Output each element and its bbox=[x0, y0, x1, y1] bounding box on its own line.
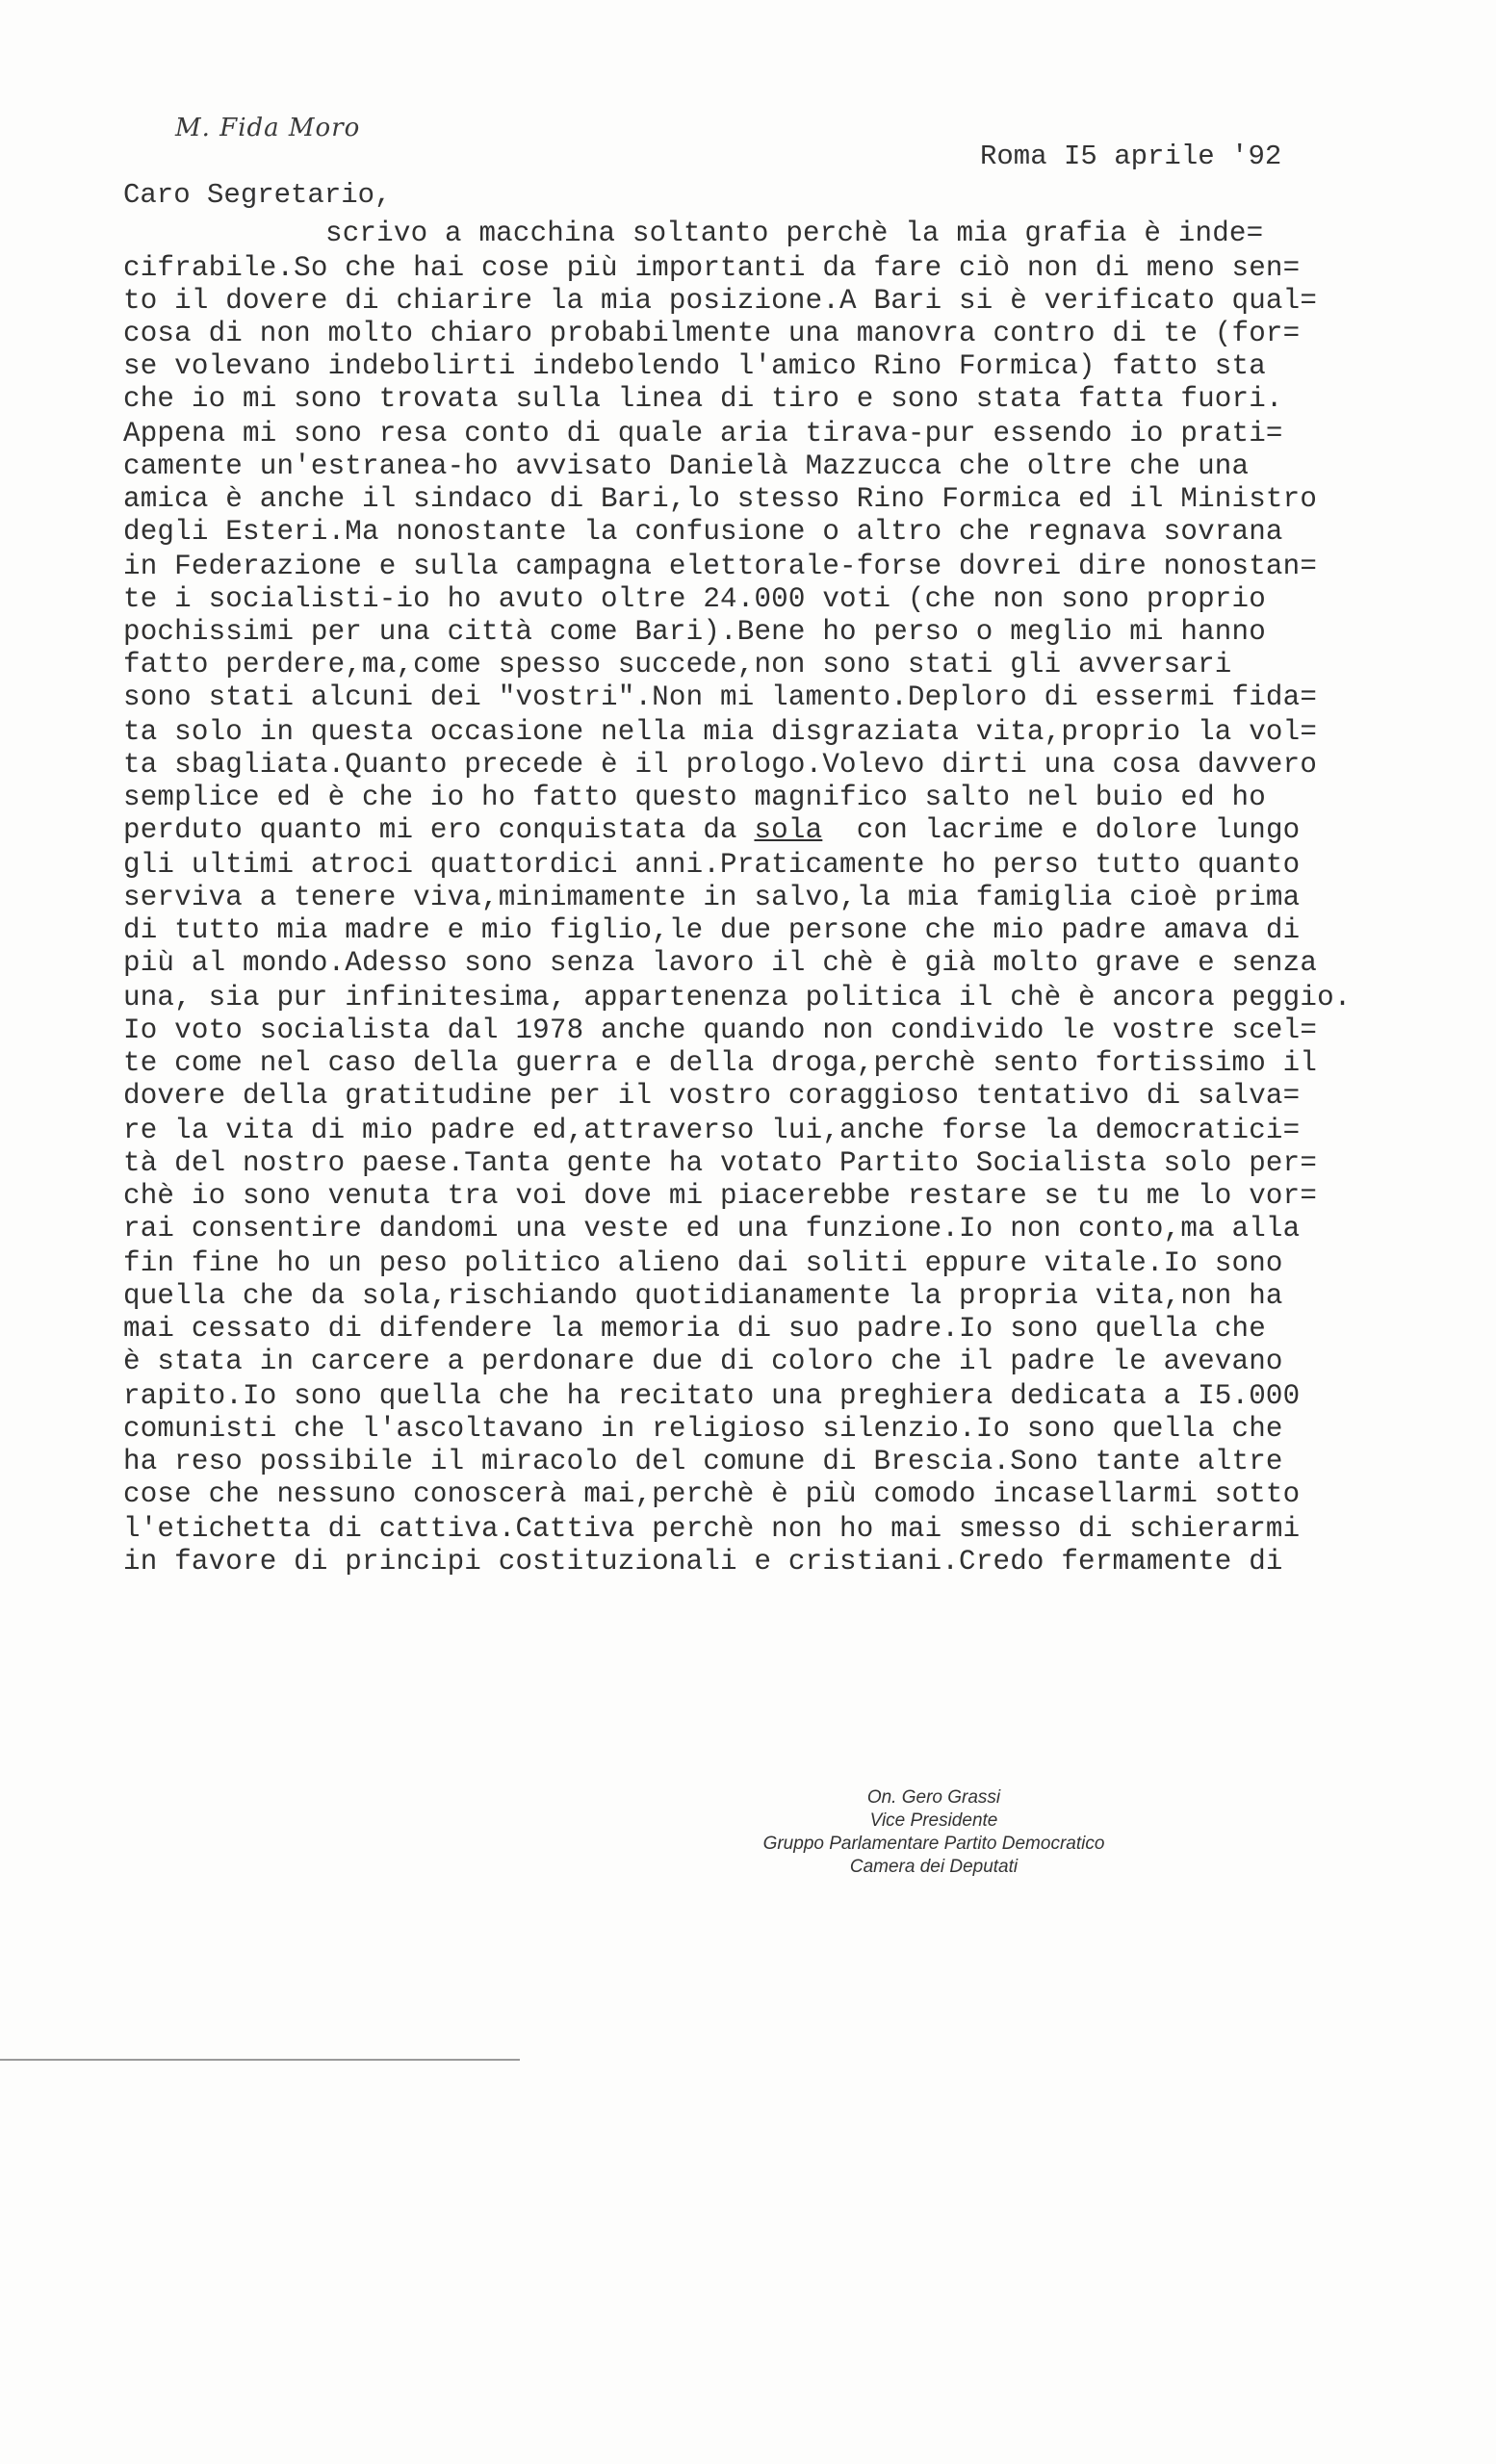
page-divider bbox=[0, 2059, 520, 2061]
body-line: pochissimi per una città come Bari).Bene ho perso o meglio mi hanno bbox=[123, 616, 1266, 648]
signature-block bbox=[693, 1786, 1174, 1879]
body-line: chè io sono venuta tra voi dove mi piacerebbe restare se tu me lo vor= bbox=[123, 1180, 1318, 1212]
signature-chamber: Camera dei Deputati bbox=[849, 1857, 1019, 1877]
body-line: in Federazione e sulla campagna elettorale-forse dovrei dire nonostan= bbox=[123, 551, 1318, 582]
body-line: serviva a tenere viva,minimamente in salvo,la mia famiglia cioè prima bbox=[123, 882, 1301, 913]
body-line: l'etichetta di cattiva.Cattiva perchè non ho mai smesso di schierarmi bbox=[123, 1513, 1301, 1545]
body-line: camente un'estranea-ho avvisato Danielà Mazzucca che oltre che una bbox=[123, 450, 1250, 482]
letter-date: Roma I5 aprile '92 bbox=[980, 141, 1282, 172]
body-line: cose che nessuno conoscerà mai,perchè è più comodo incasellarmi sotto bbox=[123, 1478, 1301, 1510]
body-line: Appena mi sono resa conto di quale aria tirava-pur essendo io prati= bbox=[123, 418, 1283, 449]
body-line: dovere della gratitudine per il vostro coraggioso tentativo di salva= bbox=[123, 1080, 1301, 1112]
body-line: è stata in carcere a perdonare due di coloro che il padre le avevano bbox=[123, 1346, 1283, 1377]
body-line: fin fine ho un peso politico alieno dai soliti eppure vitale.Io sono bbox=[123, 1247, 1283, 1279]
letterhead-sender: M. Fida Moro bbox=[175, 114, 361, 142]
signature-role: Vice Presidente bbox=[869, 1810, 998, 1831]
body-line: fatto perdere,ma,come spesso succede,non sono stati gli avversari bbox=[123, 649, 1232, 680]
body-line: in favore di principi costituzionali e cristiani.Credo fermamente di bbox=[123, 1546, 1283, 1578]
body-line: ha reso possibile il miracolo del comune di Brescia.Sono tante altre bbox=[123, 1446, 1283, 1477]
body-line: una, sia pur infinitesima, appartenenza politica il chè è ancora peggio. bbox=[123, 982, 1352, 1014]
body-line: scrivo a macchina soltanto perchè la mia grafia è inde= bbox=[325, 218, 1264, 249]
salutation: Caro Segretario, bbox=[123, 179, 392, 211]
body-line: mai cessato di difendere la memoria di suo padre.Io sono quella che bbox=[123, 1313, 1266, 1345]
body-line: te i socialisti-io ho avuto oltre 24.000 voti (che non sono proprio bbox=[123, 583, 1266, 615]
body-line: comunisti che l'ascoltavano in religioso silenzio.Io sono quella che bbox=[123, 1413, 1283, 1445]
body-line: di tutto mia madre e mio figlio,le due persone che mio padre amava di bbox=[123, 914, 1301, 946]
body-line: più al mondo.Adesso sono senza lavoro il chè è già molto grave e senza bbox=[123, 947, 1318, 979]
body-line: tà del nostro paese.Tanta gente ha votato Partito Socialista solo per= bbox=[123, 1147, 1318, 1179]
body-line: rapito.Io sono quella che ha recitato una preghiera dedicata a I5.000 bbox=[123, 1380, 1301, 1412]
body-line: semplice ed è che io ho fatto questo magnifico salto nel buio ed ho bbox=[123, 782, 1266, 813]
body-line: sono stati alcuni dei "vostri".Non mi lamento.Deploro di essermi fida= bbox=[123, 681, 1318, 713]
body-line: amica è anche il sindaco di Bari,lo stesso Rino Formica ed il Ministro bbox=[123, 483, 1318, 515]
body-line: cosa di non molto chiaro probabilmente una manovra contro di te (for= bbox=[123, 318, 1301, 349]
signature-name: On. Gero Grassi bbox=[866, 1787, 1001, 1808]
body-line: quella che da sola,rischiando quotidianamente la propria vita,non ha bbox=[123, 1280, 1283, 1312]
body-line: Io voto socialista dal 1978 anche quando non condivido le vostre scel= bbox=[123, 1014, 1318, 1046]
signature-group: Gruppo Parlamentare Partito Democratico bbox=[762, 1834, 1105, 1854]
body-line: ta solo in questa occasione nella mia disgraziata vita,proprio la vol= bbox=[123, 716, 1318, 748]
body-line: degli Esteri.Ma nonostante la confusione o altro che regnava sovrana bbox=[123, 516, 1283, 548]
body-line: te come nel caso della guerra e della droga,perchè sento fortissimo il bbox=[123, 1047, 1318, 1079]
body-line: ta sbagliata.Quanto precede è il prologo.Volevo dirti una cosa davvero bbox=[123, 749, 1318, 781]
body-line: rai consentire dandomi una veste ed una funzione.Io non conto,ma alla bbox=[123, 1213, 1301, 1245]
body-line: perduto quanto mi ero conquistata da sola con lacrime e dolore lungo bbox=[123, 814, 1301, 846]
body-line: che io mi sono trovata sulla linea di tiro e sono stata fatta fuori. bbox=[123, 383, 1283, 415]
body-line: cifrabile.So che hai cose più importanti da fare ciò non di meno sen= bbox=[123, 252, 1301, 284]
underlined-word: sola bbox=[754, 814, 823, 846]
body-line: gli ultimi atroci quattordici anni.Praticamente ho perso tutto quanto bbox=[123, 849, 1301, 881]
body-line: to il dovere di chiarire la mia posizione.A Bari si è verificato qual= bbox=[123, 285, 1318, 317]
body-line: re la vita di mio padre ed,attraverso lui,anche forse la democratici= bbox=[123, 1115, 1301, 1146]
body-line: se volevano indebolirti indebolendo l'amico Rino Formica) fatto sta bbox=[123, 350, 1266, 382]
